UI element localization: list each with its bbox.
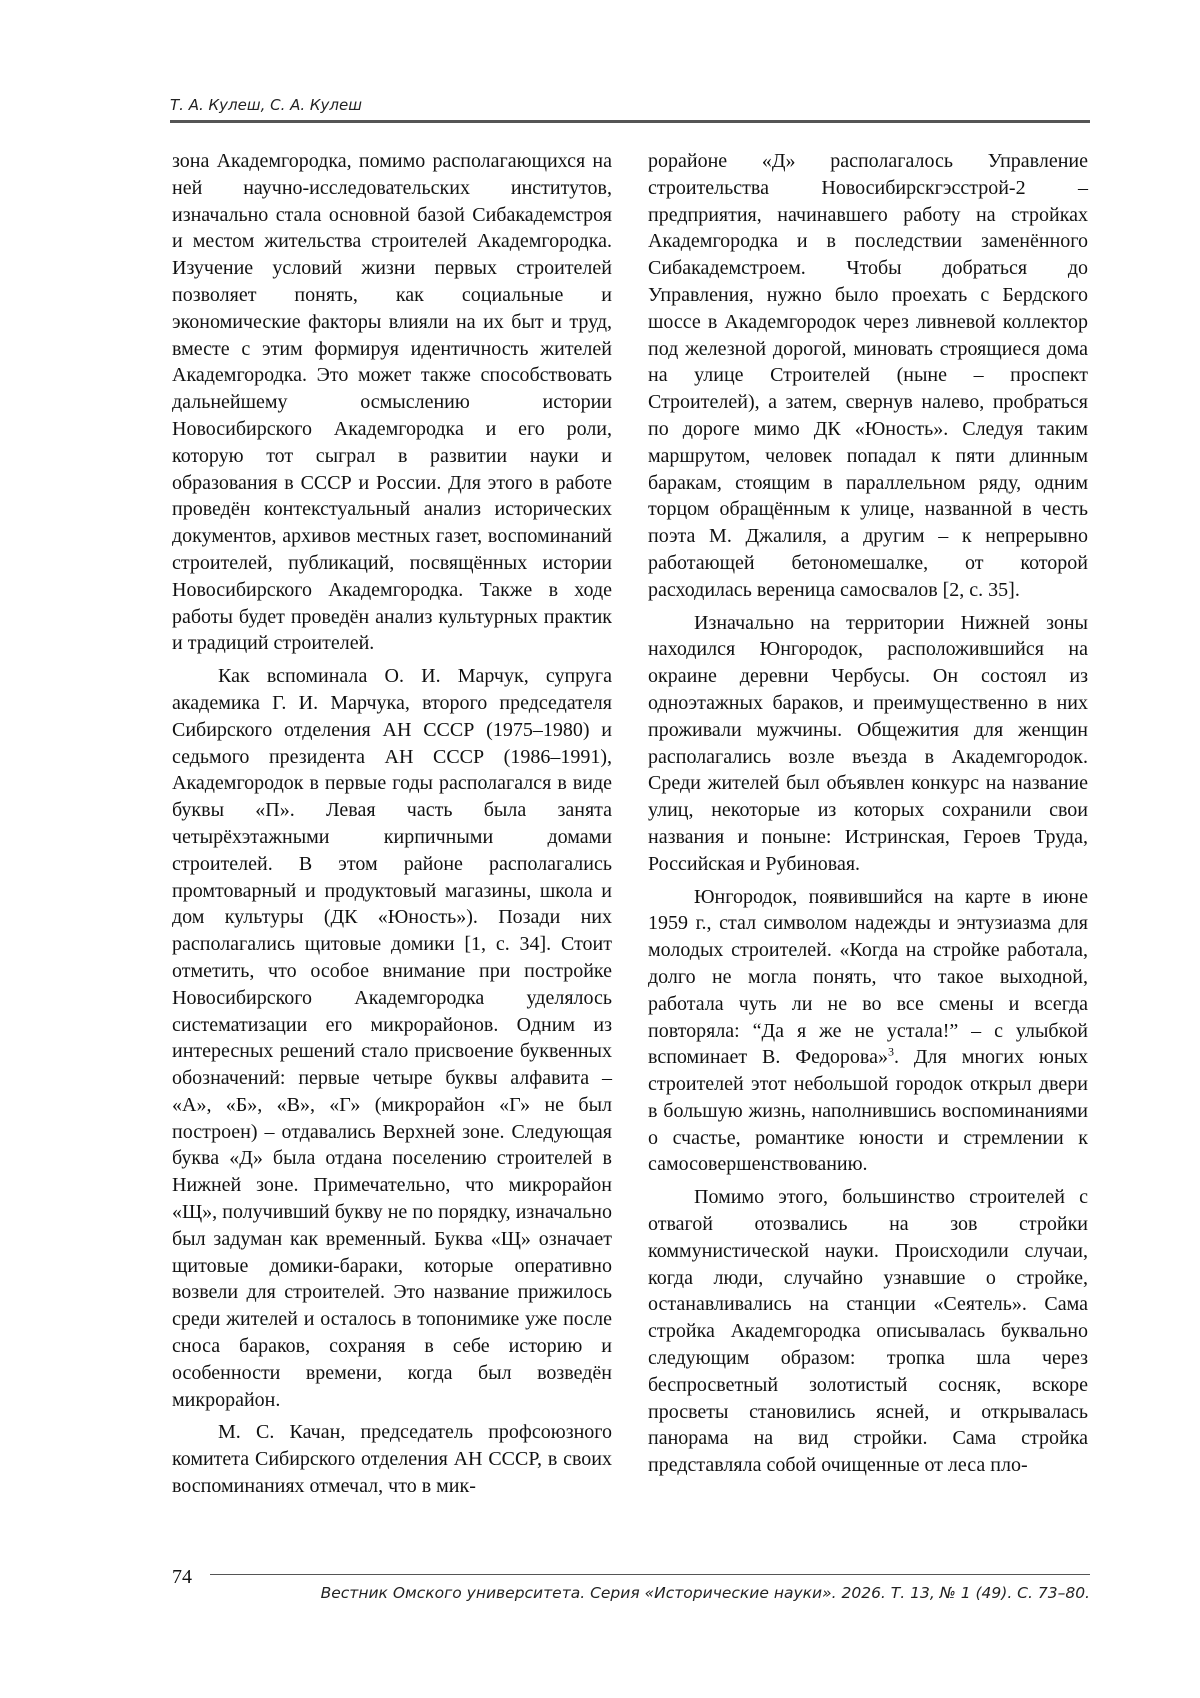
left-column <box>172 148 612 1506</box>
paragraph: Помимо этого, большинство строителей с отвагой отозвались на зов стройки коммунистической науки. Происходили случаи, когда люди, случайно узнавшие о стройке, останавливались на станции «Сеятель». Сама стройка Академгородка описывалась буквально следующим образом: тропка шла через беспросветный золотистый сосняк, вскоре просветы становились ясней, и открывалась панорама на вид стройки. Сама стройка представляла собой очищенные от леса пло- <box>648 1186 1088 1477</box>
paragraph: М. С. Качан, председатель профсоюзного комитета Сибирского отделения АН СССР, в своих воспоминаниях отмечал, что в мик- <box>172 1421 612 1498</box>
paragraph: Как вспоминала О. И. Марчук, супруга академика Г. И. Марчука, второго председателя Сибирского отделения АН СССР (1975–1980) и седьмого президента АН СССР (1986–1991), Академгородок в первые годы располагался в виде буквы «П». Левая часть была занята четырёхэтажными кирпичными домами строителей. В этом районе располагались промтоварный и продуктовый магазины, школа и дом культуры (ДК «Юность»). Позади них располагались щитовые домики [1, с. 34]. Стоит отметить, что особое внимание при постройке Новосибирского Академгородка уделялось систематизации его микрорайонов. Одним из интересных решений стало присвоение буквенных обозначений: первые четыре буквы алфавита – «А», «Б», «В», «Г» (микрорайон «Г» не был построен) – отдавались Верхней зоне. Следующая буква «Д» была отдана поселению строителей в Нижней зоне. Примечательно, что микрорайон «Щ», получивший букву не по порядку, изначально был задуман как временный. Буква «Щ» означает щитовые домики-бараки, которые оперативно возвели для строителей. Это название прижилось среди жителей и осталось в топонимике уже после сноса бараков, сохраняя в себе историю и особенности времени, когда был возведён микрорайон. <box>172 665 612 1411</box>
footer-divider <box>210 1574 1090 1575</box>
paragraph-text: . Для многих юных строителей этот небольшой городок открыл двери в большую жизнь, наполнившись воспоминаниями о счастье, романтике юности и стремлении к самосовершенствованию. <box>648 1046 1088 1176</box>
footnote-marker: 3 <box>887 1044 894 1059</box>
paragraph: рорайоне «Д» располагалось Управление строительства Новосибирскгэсстрой-2 – предприятия, начинавшего работу на стройках Академгородка и в последствии заменённого Сибакадемстроем. Чтобы добраться до Управления, нужно было проехать с Бердского шоссе в Академгородок через ливневой коллектор под железной дорогой, миновать строящиеся дома на улице Строителей (ныне – проспект Строителей), а затем, свернув налево, пробраться по дороге мимо ДК «Юность». Следуя таким маршрутом, человек попадал к пяти длинным баракам, стоящим в параллельном ряду, одним торцом обращённым к улице, названной в честь поэта М. Джалиля, а другим – к непрерывно работающей бетономешалке, от которой расходилась вереница самосвалов [2, с. 35]. <box>648 150 1088 601</box>
paragraph <box>648 884 1088 1179</box>
paragraph-text: Юнгородок, появившийся на карте в июне 1959 г., стал символом надежды и энтузиазма для молодых строителей. «Когда на стройке работала, долго не могла понять, что такое выходной, работала чуть ли не во все смены и всегда повторяла: “Да я же не устала!” – с улыбкой вспоминает В. Федорова» <box>648 885 1088 1069</box>
running-header <box>170 96 1090 123</box>
right-column <box>648 148 1088 1485</box>
header-authors: Т. А. Кулеш, С. А. Кулеш <box>170 96 362 114</box>
page-number: 74 <box>172 1566 192 1588</box>
paragraph: Изначально на территории Нижней зоны находился Юнгородок, расположившийся на окраине деревни Чербусы. Он состоял из одноэтажных бараков, и преимущественно в них проживали мужчины. Общежития для женщин располагались возле въезда в Академгородок. Среди жителей был объявлен конкурс на название улиц, некоторые из которых сохранили свои названия и поныне: Истринская, Героев Труда, Российская и Рубиновая. <box>648 611 1088 875</box>
paragraph: зона Академгородка, помимо располагающихся на ней научно-исследовательских институтов, изначально стала основной базой Сибакадемстроя и местом жительства строителей Академгородка. Изучение условий жизни первых строителей позволяет понять, как социальные и экономические факторы влияли на их быт и труд, вместе с этим формируя идентичность жителей Академгородка. Это может также способствовать дальнейшему осмыслению истории Новосибирского Академгородка и его роли, которую тот сыграл в развитии науки и образования в СССР и России. Для этого в работе проведён контекстуальный анализ исторических документов, архивов местных газет, воспоминаний строителей, публикаций, посвящённых истории Новосибирского Академгородка. Также в ходе работы будет проведён анализ культурных практик и традиций строителей. <box>172 150 612 655</box>
journal-citation: Вестник Омского университета. Серия «Исторические науки». 2026. Т. 13, № 1 (49). С. 73–80. <box>320 1584 1090 1602</box>
